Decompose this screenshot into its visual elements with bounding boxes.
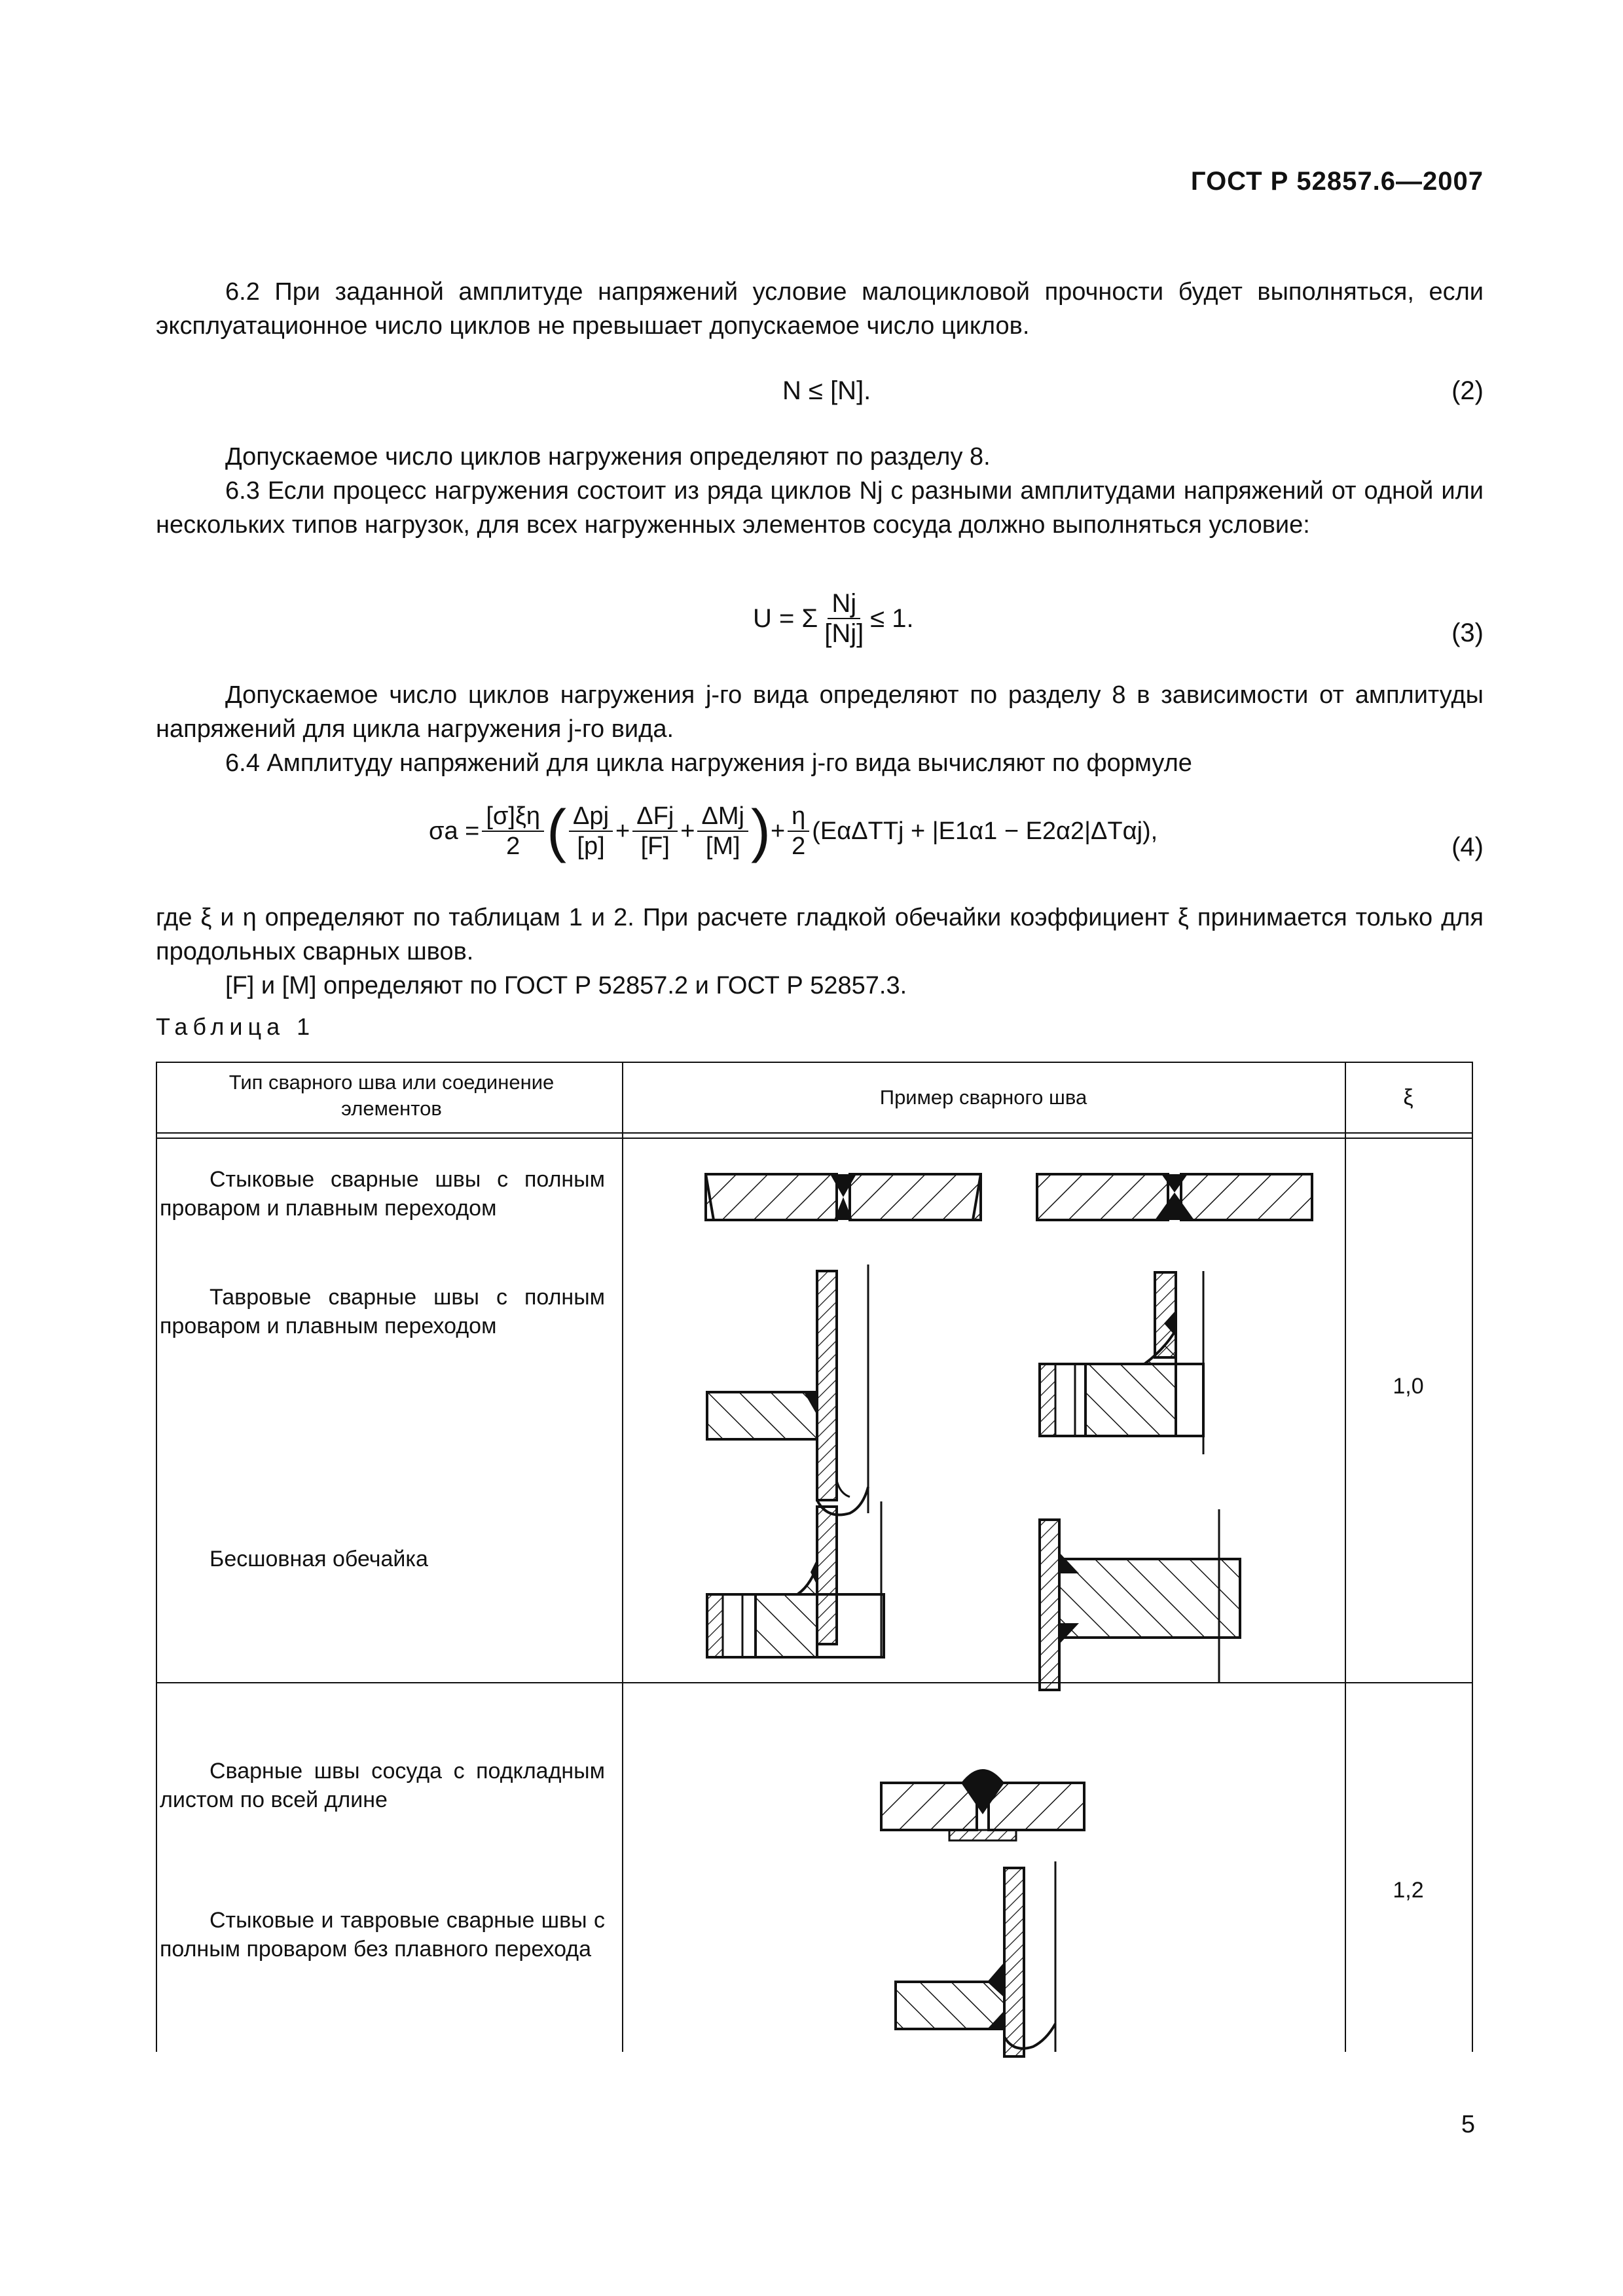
- butt-weld-icon-1: [706, 1174, 981, 1220]
- formula-4-fraction-2: [569, 802, 613, 861]
- formula-4-plus-3: +: [770, 817, 786, 845]
- seamless-shell-icon-1: [707, 1501, 884, 1657]
- weld-examples-drawing: [156, 1062, 1473, 2052]
- seamless-shell-icon-2: [1040, 1509, 1240, 1690]
- paragraph-cycles-section: Допускаемое число циклов нагружения определяют по разделу 8.: [225, 443, 991, 471]
- table-1: [156, 1062, 1473, 2052]
- paragraph-where: где ξ и η определяют по таблицам 1 и 2. При расчете гладкой обечайки коэффициент ξ принимается только для продольных сварных швов.: [156, 904, 1484, 965]
- tee-weld-no-transition-icon: [896, 1861, 1055, 2056]
- table-header-xi: ξ: [1403, 1085, 1413, 1110]
- paragraph-6-3: 6.3 Если процесс нагружения состоит из ряда циклов Nj с разными амплитудами напряжений от одной или нескольких типов нагрузок, для всех нагруженных элементов сосуда должно выполняться условие:: [156, 477, 1484, 539]
- formula-3-numerator: Nj: [828, 589, 860, 619]
- formula-3-number: (3): [1451, 619, 1484, 647]
- row1-item-tee-welds: Тавровые сварные швы с полным проваром и плавным переходом: [160, 1285, 605, 1338]
- paragraph-6-2: 6.2 При заданной амплитуде напряжений условие малоцикловой прочности будет выполняться, если эксплуатационное число циклов не превышает допускаемое число циклов.: [156, 278, 1484, 340]
- formula-3-lhs: U = Σ: [753, 603, 818, 633]
- formula-4-fraction-4: [697, 802, 748, 861]
- formula-4-f2-num: Δpj: [569, 802, 613, 832]
- formula-3: [753, 589, 914, 648]
- formula-4-paren-open: (: [547, 798, 567, 864]
- formula-3-denominator: [Nj]: [824, 619, 864, 648]
- formula-4-f1-den: 2: [506, 833, 520, 860]
- formula-4-f4-num: ΔMj: [697, 802, 748, 832]
- formula-4-fraction-5: [788, 802, 809, 861]
- formula-4-paren-close: ): [750, 798, 771, 864]
- formula-4-fraction-1: [482, 802, 544, 861]
- row2-xi-value: 1,2: [1393, 1878, 1424, 1903]
- formula-4-f5-num: η: [788, 802, 809, 832]
- formula-4-f3-num: ΔFj: [632, 802, 678, 832]
- row2-item-backing-strip: Сварные швы сосуда с подкладным листом по всей длине: [160, 1759, 605, 1812]
- tee-weld-icon-2: [1040, 1271, 1203, 1454]
- formula-4-plus-2: +: [680, 817, 695, 845]
- paragraph-j-type: Допускаемое число циклов нагружения j-го вида определяют по разделу 8 в зависимости от амплитуды напряжений для цикла нагружения j-го вида.: [156, 681, 1484, 743]
- table-header-example: Пример сварного шва: [879, 1086, 1087, 1109]
- page-number: 5: [1461, 2111, 1475, 2138]
- standard-header: ГОСТ Р 52857.6—2007: [1190, 167, 1484, 196]
- formula-4-f3-den: [F]: [640, 833, 670, 860]
- tee-weld-icon-1: [707, 1265, 868, 1515]
- row1-item-seamless-shell: Бесшовная обечайка: [210, 1547, 428, 1571]
- formula-3-rhs: ≤ 1.: [870, 603, 914, 633]
- formula-4-f5-den: 2: [792, 833, 806, 860]
- table-caption: Таблица 1: [156, 1013, 316, 1040]
- backing-strip-weld-icon: [881, 1769, 1084, 1840]
- butt-weld-icon-2: [1037, 1174, 1312, 1220]
- paragraph-6-4: 6.4 Амплитуду напряжений для цикла нагружения j-го вида вычисляют по формуле: [225, 749, 1192, 777]
- table-header-type: Тип сварного шва или соединение элементов: [228, 1071, 555, 1120]
- formula-2-number: (2): [1451, 376, 1484, 405]
- formula-4: [429, 798, 1158, 864]
- formula-4-f4-den: [M]: [705, 833, 740, 860]
- formula-4-f2-den: [p]: [577, 833, 605, 860]
- formula-4-fraction-3: [632, 802, 678, 861]
- formula-2: N ≤ [N].: [782, 376, 871, 405]
- formula-4-plus-1: +: [615, 817, 630, 845]
- row1-item-butt-welds: Стыковые сварные швы с полным проваром и плавным переходом: [160, 1167, 605, 1221]
- formula-4-lhs: σa =: [429, 817, 480, 845]
- formula-3-fraction: [820, 589, 867, 648]
- formula-4-number: (4): [1451, 833, 1484, 861]
- row2-item-no-smooth-transition: Стыковые и тавровые сварные швы с полным проваром без плавного перехода: [160, 1908, 605, 1962]
- formula-4-tail: (EαΔTTj + |E1α1 − E2α2|ΔTαj),: [812, 817, 1158, 845]
- formula-4-f1-num: [σ]ξη: [482, 802, 544, 832]
- row1-xi-value: 1,0: [1393, 1374, 1424, 1399]
- paragraph-f-m: [F] и [M] определяют по ГОСТ Р 52857.2 и ГОСТ Р 52857.3.: [225, 972, 907, 999]
